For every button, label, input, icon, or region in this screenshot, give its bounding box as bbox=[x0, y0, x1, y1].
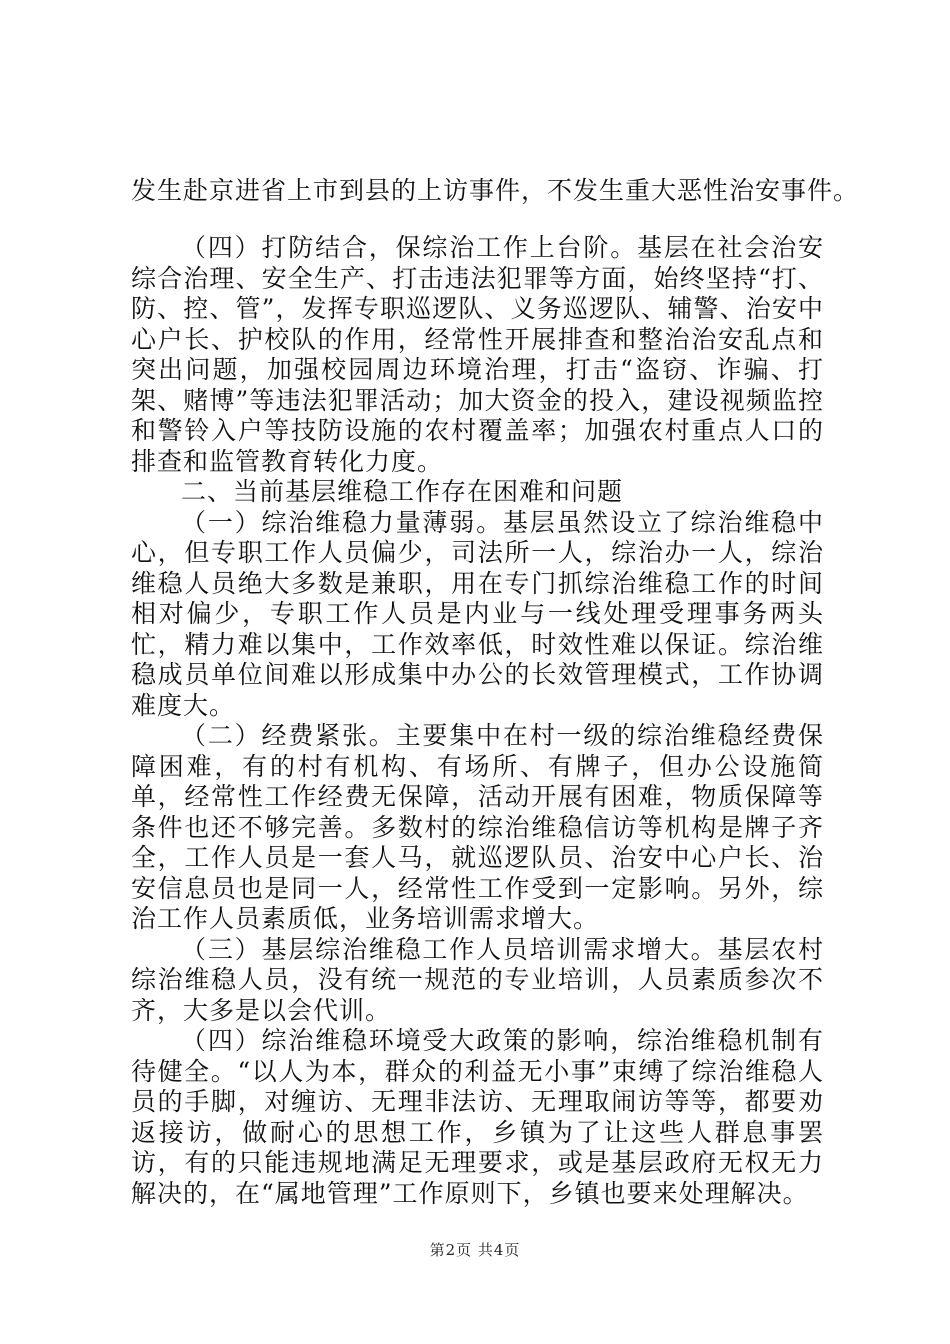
paragraph-weak-force: （一）综治维稳力量薄弱。基层虽然设立了综治维稳中心，但专职工作人员偏少，司法所一人，综治办一人，综治维稳人员绝大多数是兼职，用在专门抓综治维稳工作的时间相对偏少，专职工作人员是内业与一线处理受理事务两头忙，精力难以集中，工作效率低，时效性难以保证。综治维稳成员单位间难以形成集中办公的长效管理模式，工作协调难度大。 bbox=[131, 507, 824, 720]
paragraph-strike-prevention: （四）打防结合，保综治工作上台阶。基层在社会治安综合治理、安全生产、打击违法犯罪等方面，始终坚持“打、防、控、管”，发挥专职巡逻队、义务巡逻队、辅警、治安中心户长、护校队的作用，经常性开展排查和整治治安乱点和突出问题，加强校园周边环境治理，打击“盗窃、诈骗、打架、赌博”等违法犯罪活动；加大资金的投入，建设视频监控和警铃入户等技防设施的农村覆盖率；加强农村重点人口的排查和监管教育转化力度。 bbox=[131, 233, 824, 476]
page-number-footer: 第2页 共4页 bbox=[429, 1241, 521, 1259]
paragraph-training-needs: （三）基层综治维稳工作人员培训需求增大。基层农村综治维稳人员，没有统一规范的专业培训，人员素质参次不齐，大多是以会代训。 bbox=[131, 934, 824, 1025]
document-body bbox=[131, 233, 824, 1209]
paragraph-policy-impact: （四）综治维稳环境受大政策的影响，综治维稳机制有待健全。“以人为本，群众的利益无小事”束缚了综治维稳人员的手脚，对缠访、无理非法访、无理取闹访等等，都要劝返接访，做耐心的思想工作，乡镇为了让这些人群息事罢访，有的只能违规地满足无理要求，或是基层政府无权无力解决的，在“属地管理”工作原则下，乡镇也要来处理解决。 bbox=[131, 1026, 824, 1208]
section-heading-difficulties: 二、当前基层维稳工作存在困难和问题 bbox=[181, 477, 624, 506]
paragraph-funding-shortage: （二）经费紧张。主要集中在村一级的综治维稳经费保障困难，有的村有机构、有场所、有牌子，但办公设施简单，经常性工作经费无保障，活动开展有困难，物质保障等条件也还不够完善。多数村的综治维稳信访等机构是牌子齐全，工作人员是一套人马，就巡逻队员、治安中心户长、治安信息员也是同一人，经常性工作受到一定影响。另外，综治工作人员素质低，业务培训需求增大。 bbox=[131, 721, 824, 933]
lead-line: 发生赴京进省上市到县的上访事件，不发生重大恶性治安事件。 bbox=[131, 176, 860, 205]
